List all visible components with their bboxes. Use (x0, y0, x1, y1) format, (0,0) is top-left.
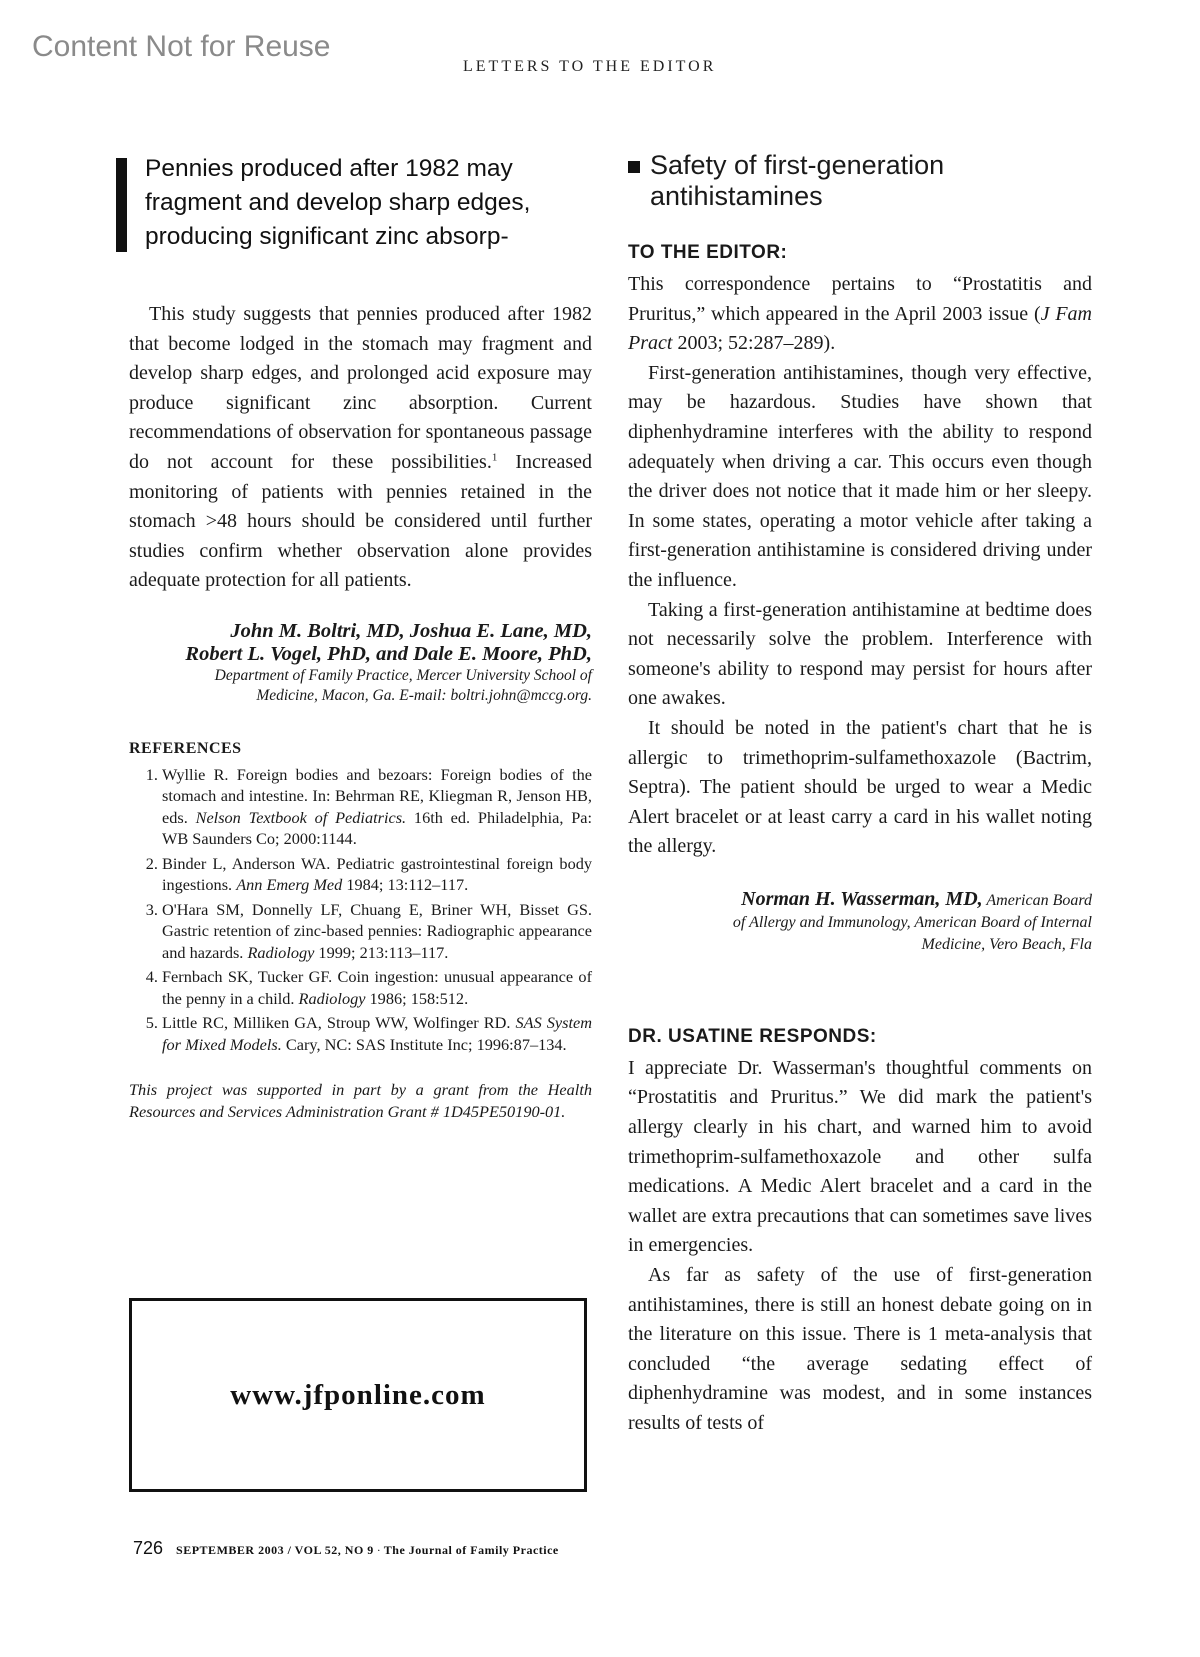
website-box (129, 1298, 587, 1492)
page-footer (133, 1538, 559, 1559)
footer-separator: · (376, 1543, 381, 1557)
pull-quote (129, 150, 592, 255)
references-heading: REFERENCES (129, 739, 242, 757)
letter-body (129, 300, 592, 596)
signer-affiliation-2: of Allergy and Immunology, American Board of Internal (732, 913, 1092, 931)
letter-body-text-2: Increased monitoring of patients with pennies retained in the stomach >48 hours should be considered until further studies confirm whether observation alone provides adequate protection for all patients. (129, 450, 592, 592)
response-paragraph: As far as safety of the use of first-generation antihistamines, there is still an honest debate going on in the literature on this issue. There is 1 meta-analysis that concluded “the average sedating effect of diphenhydramine was modest, and in some instances results of tests of (628, 1264, 1092, 1434)
author-names-line-2: Robert L. Vogel, PhD, and Dale E. Moore, PhD, (185, 642, 592, 665)
signer-affiliation-3: Medicine, Vero Beach, Fla (921, 935, 1092, 953)
reference-item: 1. Wyllie R. Foreign bodies and bezoars: Foreign bodies of the stomach and intestine. In: Behrman RE, Kliegman R, Jenson HB, eds. Nelson Textbook of Pediatrics. 16th ed. Philadelphia, Pa: WB Saunders Co; 2000:1144. (162, 764, 592, 850)
response-heading: DR. USATINE RESPONDS: (628, 1025, 877, 1047)
letter-paragraph: First-generation antihistamines, though very effective, may be hazardous. Studies have shown that diphenhydramine interferes with the ability to respond adequately when driving a car. This occurs even though the driver does not notice that it made him or her sleepy. In some states, operating a motor vehicle after taking a first-generation antihistamine is considered driving under the influence. (628, 361, 1092, 591)
author-affiliation-line-1: Department of Family Practice, Mercer University School of (214, 666, 592, 684)
reference-item: 3. O'Hara SM, Donnelly LF, Chuang E, Briner WH, Bisset GS. Gastric retention of zinc-based pennies: Radiographic appearance and hazards. Radiology 1999; 213:113–117. (162, 899, 592, 964)
letter-body-text-1: This study suggests that pennies produced after 1982 that become lodged in the stomach may fragment and develop sharp edges, and prolonged acid exposure may produce significant zinc absorption. Current recommendations of observation for spontaneous passage do not account for these possibilities. (129, 303, 592, 473)
right-column (628, 150, 1092, 1439)
running-head: LETTERS TO THE EDITOR (463, 58, 717, 75)
citation-marker: 1 (491, 451, 498, 464)
issue-info: SEPTEMBER 2003 / VOL 52, NO 9 (176, 1543, 374, 1557)
author-signature (129, 620, 592, 706)
pull-quote-bar (116, 158, 127, 252)
reference-item: 5. Little RC, Milliken GA, Stroup WW, Wolfinger RD. SAS System for Mixed Models. Cary, NC: SAS Institute Inc; 1996:87–134. (162, 1012, 592, 1055)
title-bullet (628, 161, 640, 173)
letter-signature (628, 888, 1092, 956)
author-names-line-1: John M. Boltri, MD, Joshua E. Lane, MD, (230, 619, 592, 642)
article-title (628, 150, 1092, 212)
page-number: 726 (133, 1538, 164, 1558)
letter-paragraph: Taking a first-generation antihistamine at bedtime does not necessarily solve the problem. Interference with someone's ability to respond may persist for hours after one awakes. (628, 598, 1092, 710)
watermark: Content Not for Reuse (32, 30, 331, 63)
to-editor-heading: TO THE EDITOR: (628, 242, 788, 263)
letter-paragraph: This correspondence pertains to “Prostatitis and Pruritus,” which appeared in the April 2003 issue (J Fam Pract 2003; 52:287–289). (628, 273, 1092, 355)
journal-name: The Journal of Family Practice (383, 1543, 559, 1557)
signer-affiliation-1: American Board (982, 891, 1092, 909)
reference-item: 4. Fernbach SK, Tucker GF. Coin ingestion: unusual appearance of the penny in a child. Radiology 1986; 158:512. (162, 966, 592, 1009)
article-title-text: Safety of first-generation antihistamines (650, 150, 945, 211)
response-paragraph: I appreciate Dr. Wasserman's thoughtful comments on “Prostatitis and Pruritus.” We did mark the patient's allergy clearly in his chart, and warned him to avoid trimethoprim-sulfamethoxazole and other sulfa medications. A Medic Alert bracelet and a card in the wallet are extra precautions that can sometimes save lives in emergencies. (628, 1056, 1092, 1257)
funding-note: This project was supported in part by a grant from the Health Resources and Services Administration Grant # 1D45PE50190-01. (129, 1080, 592, 1121)
reference-item: 2. Binder L, Anderson WA. Pediatric gastrointestinal foreign body ingestions. Ann Emerg Med 1984; 13:112–117. (162, 853, 592, 896)
pull-quote-text: Pennies produced after 1982 may fragment and develop sharp edges, producing significant zinc absorp- (145, 155, 531, 250)
left-column (129, 150, 592, 1122)
website-url: www.jfponline.com (230, 1378, 486, 1411)
signer-name: Norman H. Wasserman, MD, (741, 887, 983, 910)
references-list (129, 764, 592, 1056)
letter-paragraph: It should be noted in the patient's chart that he is allergic to trimethoprim-sulfamethoxazole (Bactrim, Septra). The patient should be urged to wear a Medic Alert bracelet or at least carry a card in his wallet noting the allergy. (628, 716, 1092, 858)
author-affiliation-line-2: Medicine, Macon, Ga. E-mail: boltri.john@mccg.org. (256, 686, 592, 704)
